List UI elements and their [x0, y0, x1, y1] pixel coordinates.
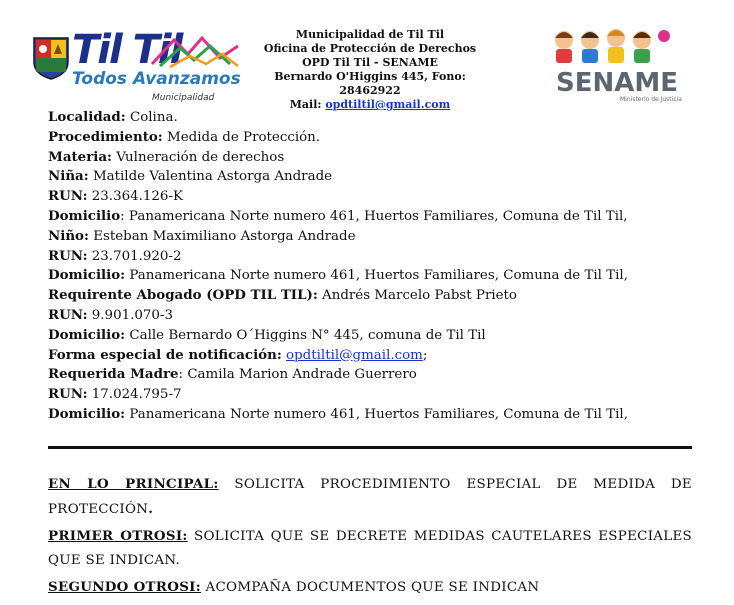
principal-text-cont: PROTECCIÓN — [48, 502, 149, 517]
field-domicilio — [48, 207, 708, 227]
field-notificacion — [48, 346, 708, 366]
field-domicilio — [48, 326, 708, 346]
field-label: RUN: — [48, 386, 88, 403]
field-value: Panamericana Norte numero 461, Huertos Familiares, Comuna de Til Til, — [125, 406, 628, 422]
brand-subtitle: Municipalidad — [152, 93, 215, 103]
primer-otrosi-line-1 — [48, 528, 692, 544]
field-value: : Panamericana Norte numero 461, Huertos Familiares, Comuna de Til Til, — [120, 208, 628, 224]
section-divider — [48, 446, 692, 449]
field-value: 9.901.070-3 — [87, 307, 173, 323]
field-nino — [48, 227, 708, 247]
field-suffix: ; — [422, 347, 428, 363]
field-label: Materia: — [48, 148, 112, 165]
field-value: 23.701.920-2 — [87, 248, 182, 264]
field-materia — [48, 148, 708, 168]
sename-logo — [548, 26, 682, 106]
field-value: Matilde Valentina Astorga Andrade — [88, 169, 333, 185]
field-label: Procedimiento: — [48, 128, 163, 145]
field-nina — [48, 167, 708, 187]
field-value: Panamericana Norte numero 461, Huertos Familiares, Comuna de Til Til, — [125, 268, 628, 284]
children-group-icon — [550, 26, 674, 66]
field-run — [48, 385, 708, 405]
field-label: Localidad: — [48, 109, 126, 125]
coat-of-arms-icon — [32, 36, 70, 80]
field-value: Medida de Protección. — [162, 129, 321, 145]
partner-name: SENAME — [556, 68, 679, 98]
field-value: : Camila Marion Andrade Guerrero — [178, 367, 417, 383]
field-run — [48, 306, 708, 326]
field-value: Andrés Marcelo Pabst Prieto — [317, 288, 517, 304]
mountains-icon — [150, 34, 240, 68]
primer-otrosi-text: SOLICITA QUE SE DECRETE MEDIDAS CAUTELARES ESPECIALES — [187, 529, 692, 544]
field-label: Forma especial de notificación: — [48, 346, 282, 363]
notification-email-link[interactable]: opdtiltil@gmail.com — [286, 347, 423, 363]
mail-label: Mail: — [289, 98, 322, 111]
principal-end: . — [148, 501, 154, 517]
primer-otrosi-text-cont: QUE SE INDICAN. — [48, 553, 181, 568]
field-value: Calle Bernardo O´Higgins N° 445, comuna de Til Til — [125, 327, 486, 343]
field-label: RUN: — [48, 306, 88, 323]
partner-subtitle: Ministerio de Justicia — [620, 96, 682, 103]
institution-line: Municipalidad de Til Til — [295, 28, 445, 41]
til-til-logo — [32, 27, 241, 110]
field-run — [48, 187, 708, 207]
field-run — [48, 247, 708, 267]
field-procedimiento — [48, 128, 708, 148]
field-label: Niña: — [48, 168, 89, 185]
brand-name: Til Til — [72, 27, 182, 73]
primer-otrosi-label: PRIMER OTROSI: — [48, 528, 188, 544]
field-label: Niño: — [48, 227, 89, 244]
principal-label: EN LO PRINCIPAL: — [48, 476, 219, 492]
field-value: Colina. — [125, 110, 178, 125]
field-label: Domicilio: — [48, 326, 126, 343]
institution-line: Bernardo O'Higgins 445, Fono: 28462922 — [274, 70, 466, 97]
principal-text: SOLICITA PROCEDIMIENTO ESPECIAL DE MEDIDA DE — [218, 477, 692, 492]
brand-tagline: Todos Avanzamos — [72, 69, 241, 89]
institution-line: OPD Til Til - SENAME — [302, 56, 438, 69]
field-localidad — [48, 108, 708, 128]
field-value: Esteban Maximiliano Astorga Andrade — [88, 228, 356, 244]
field-label: RUN: — [48, 247, 88, 264]
institution-header — [250, 28, 490, 112]
field-domicilio — [48, 405, 708, 425]
field-label: Domicilio — [48, 207, 121, 224]
field-label: Requirente Abogado (OPD TIL TIL): — [48, 287, 318, 304]
case-details — [48, 108, 708, 425]
segundo-otrosi-line — [48, 579, 692, 595]
field-label: Requerida Madre — [48, 366, 179, 383]
institution-line: Oficina de Protección de Derechos — [263, 42, 477, 55]
primer-otrosi-line-2 — [48, 553, 692, 568]
field-value: Vulneración de derechos — [111, 149, 285, 165]
mail-link[interactable]: opdtiltil@gmail.com — [325, 98, 451, 111]
principal-line-1 — [48, 476, 692, 492]
segundo-otrosi-text: ACOMPAÑA DOCUMENTOS QUE SE INDICAN — [200, 580, 540, 595]
field-requerida — [48, 365, 708, 385]
field-label: Domicilio: — [48, 267, 126, 284]
field-requirente — [48, 286, 708, 306]
segundo-otrosi-label: SEGUNDO OTROSI: — [48, 579, 201, 595]
field-value: 17.024.795-7 — [87, 387, 182, 403]
field-domicilio — [48, 266, 708, 286]
field-label: RUN: — [48, 188, 88, 205]
principal-line-2 — [48, 501, 692, 517]
field-value: 23.364.126-K — [87, 189, 183, 205]
field-label: Domicilio: — [48, 405, 126, 422]
